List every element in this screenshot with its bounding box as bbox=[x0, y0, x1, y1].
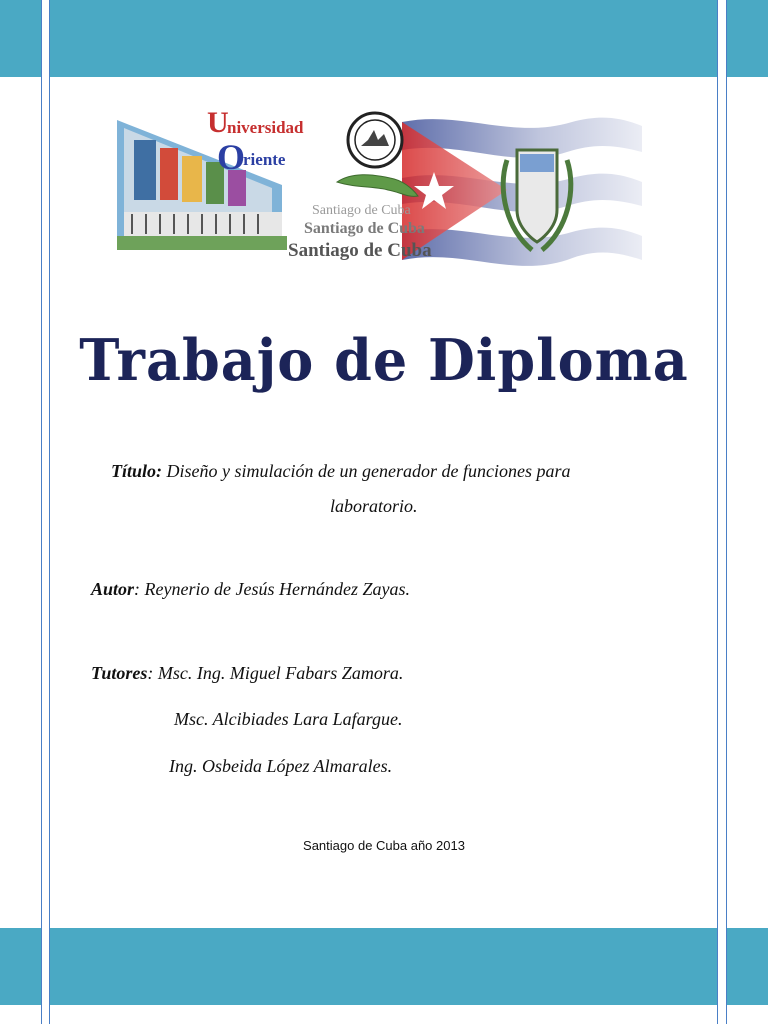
city-caption-2: Santiago de Cuba bbox=[304, 220, 425, 237]
titulo-line-2: laboratorio. bbox=[330, 496, 418, 516]
city-caption-3: Santiago de Cuba bbox=[288, 240, 432, 261]
top-band-center bbox=[50, 0, 717, 77]
titulo-line bbox=[111, 461, 570, 482]
bottom-band-left bbox=[0, 928, 41, 1005]
frame-line bbox=[726, 0, 727, 1024]
titulo-text: Diseño y simulación de un generador de funciones para bbox=[166, 461, 571, 481]
autor-name: : Reynerio de Jesús Hernández Zayas. bbox=[134, 579, 410, 599]
top-band-left bbox=[0, 0, 41, 77]
bottom-band-right bbox=[727, 928, 768, 1005]
tutores-line bbox=[91, 663, 403, 684]
logo-letter-u: U bbox=[207, 106, 229, 139]
logo-word-oriente: riente bbox=[243, 150, 286, 169]
university-logo bbox=[207, 106, 347, 176]
tutor-2: Msc. Alcibiades Lara Lafargue. bbox=[174, 709, 403, 729]
bottom-band-center bbox=[50, 928, 717, 1005]
tutores-label: Tutores bbox=[91, 663, 148, 683]
tutor-3: Ing. Osbeida López Almarales. bbox=[169, 756, 393, 776]
frame-line bbox=[717, 0, 718, 1024]
university-banner bbox=[112, 100, 652, 270]
logo-word-universidad: niversidad bbox=[227, 118, 304, 137]
document-title: Trabajo de Diploma bbox=[79, 326, 689, 394]
autor-label: Autor bbox=[91, 579, 135, 599]
tutor-1: : Msc. Ing. Miguel Fabars Zamora. bbox=[147, 663, 404, 683]
frame-line bbox=[41, 0, 42, 1024]
university-seal-icon bbox=[348, 113, 402, 167]
autor-line bbox=[91, 579, 410, 600]
location-year: Santiago de Cuba año 2013 bbox=[303, 838, 465, 853]
frame-line bbox=[49, 0, 50, 1024]
top-band-right bbox=[727, 0, 768, 77]
logo-letter-o: O bbox=[217, 137, 246, 177]
city-caption-1: Santiago de Cuba bbox=[312, 203, 411, 218]
titulo-label: Título: bbox=[111, 461, 163, 481]
